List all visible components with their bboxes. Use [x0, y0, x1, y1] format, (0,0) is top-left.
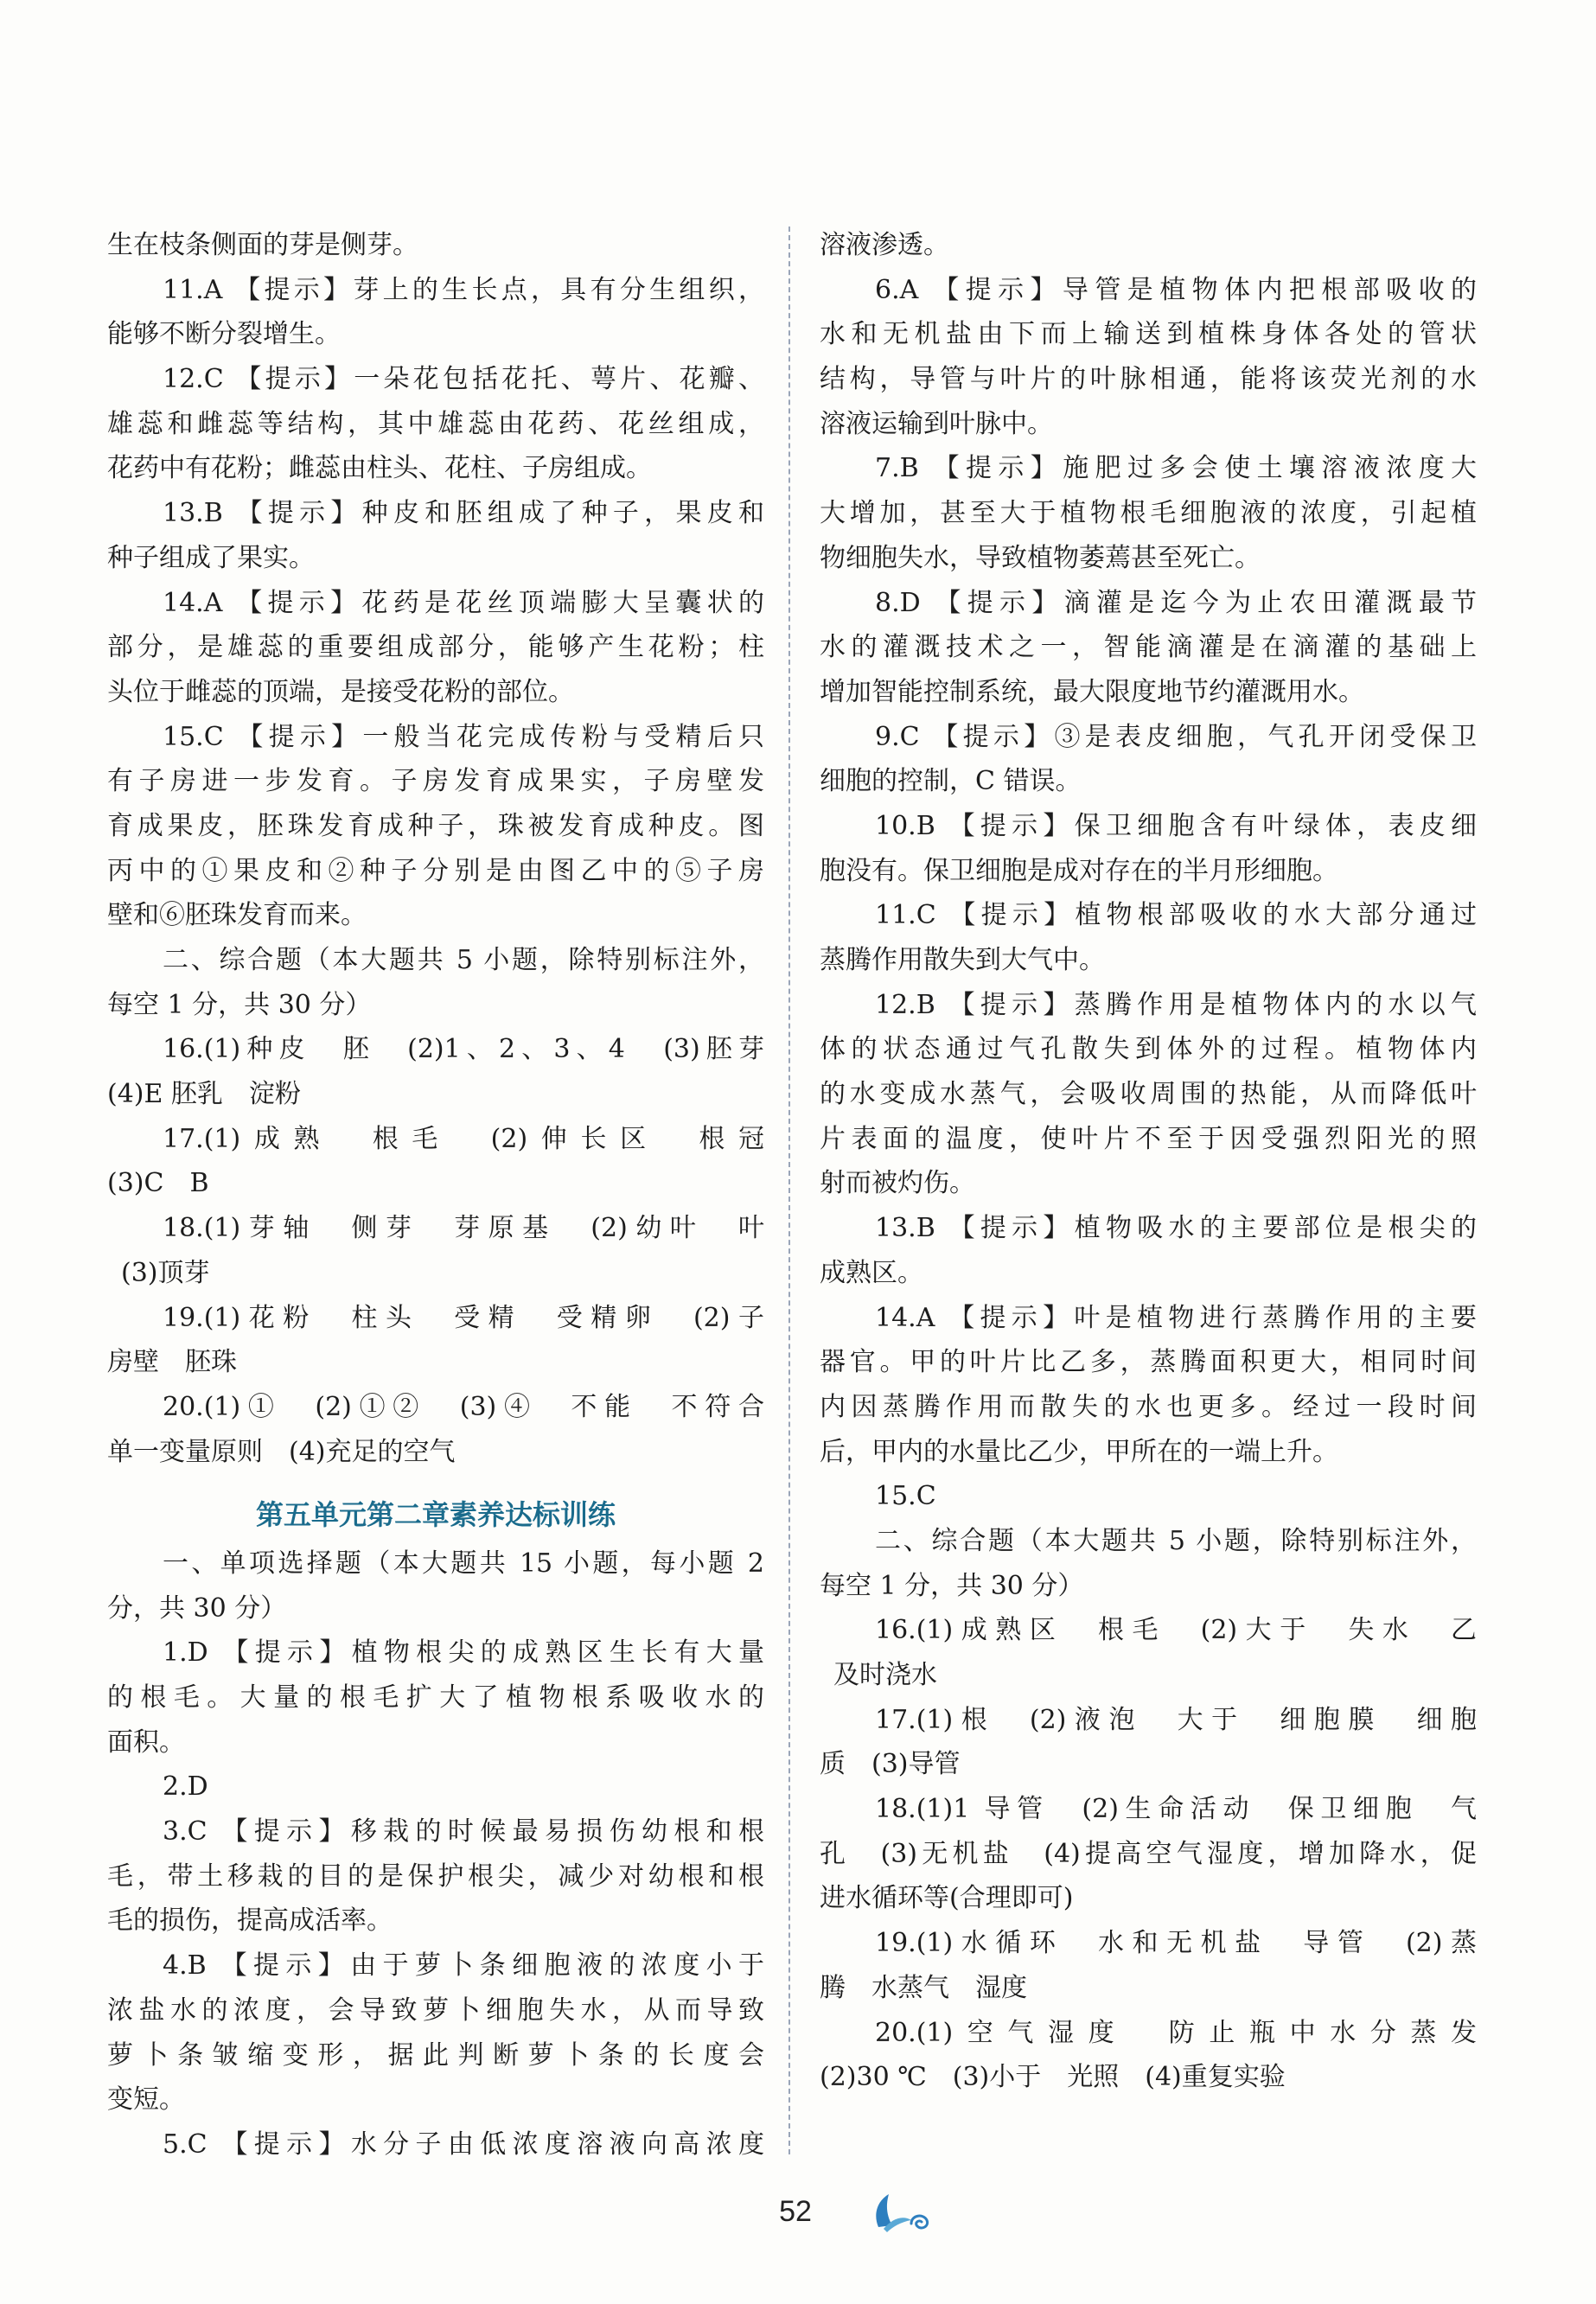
text-line: 生在枝条侧面的芽是侧芽。 — [107, 230, 418, 260]
page-footer — [0, 2186, 1596, 2237]
text-line: 17.(1)成熟 根毛 (2)伸长区 根冠 — [163, 1123, 764, 1154]
text-line: 11.A 【提示】芽上的生长点，具有分生组织， — [163, 274, 764, 305]
text-line: 13.B 【提示】种皮和胚组成了种子，果皮和 — [163, 498, 764, 529]
text-line: 成熟区。 — [820, 1257, 923, 1288]
text-line: 内因蒸腾作用而散失的水也更多。经过一段时间 — [820, 1391, 1477, 1422]
text-line: 20.(1)① (2)①② (3)④ 不能 不符合 — [163, 1391, 764, 1422]
text-line: 14.A 【提示】叶是植物进行蒸腾作用的主要 — [875, 1302, 1477, 1333]
text-line: 水的灌溉技术之一，智能滴灌是在滴灌的基础上 — [820, 632, 1477, 663]
text-line: 2.D — [163, 1771, 208, 1803]
text-line: 12.C 【提示】一朵花包括花托、萼片、花瓣、 — [163, 364, 764, 395]
text-line: 房壁 胚珠 — [107, 1347, 237, 1378]
text-line: 萝卜条皱缩变形，据此判断萝卜条的长度会 — [107, 2039, 764, 2071]
text-line: 4.B 【提示】由于萝卜条细胞液的浓度小于 — [163, 1950, 764, 1982]
text-line: 18.(1)1 导管 (2)生命活动 保卫细胞 气 — [875, 1794, 1477, 1825]
text-line: 蒸腾作用散失到大气中。 — [820, 945, 1105, 975]
text-line: 头位于雌蕊的顶端，是接受花粉的部位。 — [107, 676, 574, 707]
text-line: (3)顶芽 — [121, 1257, 210, 1288]
left-column — [107, 223, 764, 2167]
text-line: (4)E 胚乳 淀粉 — [107, 1079, 301, 1110]
text-line: 的水变成水蒸气，会吸收周围的热能，从而降低叶 — [820, 1079, 1477, 1110]
text-line: 体的状态通过气孔散失到体外的过程。植物体内 — [820, 1034, 1477, 1065]
text-line: 每空 1 分，共 30 分） — [820, 1570, 1084, 1601]
text-line: 大增加，甚至大于植物根毛细胞液的浓度，引起植 — [820, 498, 1477, 529]
text-line: 育成果皮，胚珠发育成种子，珠被发育成种皮。图 — [107, 810, 764, 841]
text-line: 雄蕊和雌蕊等结构，其中雄蕊由花药、花丝组成， — [107, 408, 764, 439]
text-line: 部分，是雄蕊的重要组成部分，能够产生花粉；柱 — [107, 632, 764, 663]
text-line: 二、综合题（本大题共 5 小题，除特别标注外， — [875, 1525, 1477, 1556]
text-line: 分，共 30 分） — [107, 1592, 287, 1624]
text-line: 13.B 【提示】植物吸水的主要部位是根尖的 — [875, 1213, 1477, 1244]
text-line: 5.C 【提示】水分子由低浓度溶液向高浓度 — [163, 2128, 764, 2160]
text-line: 11.C 【提示】植物根部吸收的水大部分通过 — [875, 900, 1477, 931]
text-line: 一、单项选择题（本大题共 15 小题，每小题 2 — [163, 1548, 764, 1579]
text-line: 12.B 【提示】蒸腾作用是植物体内的水以气 — [875, 989, 1477, 1020]
text-line: 单一变量原则 (4)充足的空气 — [107, 1436, 456, 1467]
text-line: 1.D 【提示】植物根尖的成熟区生长有大量 — [163, 1637, 764, 1669]
text-line: 8.D 【提示】滴灌是迄今为止农田灌溉最节 — [875, 587, 1477, 618]
text-line: 每空 1 分，共 30 分） — [107, 989, 372, 1020]
text-line: 19.(1)水循环 水和无机盐 导管 (2)蒸 — [875, 1928, 1477, 1959]
text-line: 片表面的温度，使叶片不至于因受强烈阳光的照 — [820, 1123, 1477, 1154]
page-number: 52 — [779, 2195, 812, 2228]
text-line: 毛，带土移栽的目的是保护根尖，减少对幼根和根 — [107, 1860, 764, 1892]
text-line: 细胞的控制，C 错误。 — [820, 766, 1082, 797]
text-line: 17.(1)根 (2)液泡 大于 细胞膜 细胞 — [875, 1704, 1477, 1735]
text-line: 胞没有。保卫细胞是成对存在的半月形细胞。 — [820, 855, 1338, 886]
text-line: 15.C — [875, 1481, 936, 1512]
text-line: (2)30 ℃ (3)小于 光照 (4)重复实验 — [820, 2062, 1286, 2093]
text-line: 14.A 【提示】花药是花丝顶端膨大呈囊状的 — [163, 587, 764, 618]
text-line: 7.B 【提示】施肥过多会使土壤溶液浓度大 — [875, 453, 1477, 484]
text-line: 有子房进一步发育。子房发育成果实，子房壁发 — [107, 766, 764, 797]
text-line: 物细胞失水，导致植物萎蔫甚至死亡。 — [820, 542, 1261, 573]
text-line: 质 (3)导管 — [820, 1749, 961, 1780]
text-line: 能够不断分裂增生。 — [107, 319, 341, 350]
text-line: 18.(1)芽轴 侧芽 芽原基 (2)幼叶 叶 — [163, 1213, 764, 1244]
text-line: 16.(1)成熟区 根毛 (2)大于 失水 乙 — [875, 1615, 1477, 1646]
text-line: 9.C 【提示】③是表皮细胞，气孔开闭受保卫 — [875, 721, 1477, 752]
section-heading: 第五单元第二章素养达标训练 — [255, 1498, 616, 1532]
text-line: 面积。 — [107, 1726, 185, 1758]
text-line: 溶液渗透。 — [820, 230, 949, 260]
text-line: 水和无机盐由下而上输送到植株身体各处的管状 — [820, 319, 1477, 350]
column-divider — [788, 227, 790, 2154]
text-line: 15.C 【提示】一般当花完成传粉与受精后只 — [163, 721, 764, 752]
text-line: 3.C 【提示】移栽的时候最易损伤幼根和根 — [163, 1816, 764, 1848]
text-line: 后，甲内的水量比乙少，甲所在的一端上升。 — [820, 1436, 1338, 1467]
text-line: 花药中有花粉；雌蕊由柱头、花柱、子房组成。 — [107, 453, 652, 484]
text-line: 溶液运输到叶脉中。 — [820, 408, 1053, 439]
text-line: 进水循环等(合理即可) — [820, 1883, 1074, 1914]
text-line: 壁和⑥胚珠发育而来。 — [107, 900, 367, 931]
text-line: (3)C B — [107, 1168, 209, 1199]
text-line: 孔 (3)无机盐 (4)提高空气湿度，增加降水，促 — [820, 1838, 1477, 1869]
text-line: 20.(1)空气湿度 防止瓶中水分蒸发 — [875, 2017, 1477, 2048]
text-line: 的根毛。大量的根毛扩大了植物根系吸收水的 — [107, 1682, 764, 1713]
text-line: 19.(1)花粉 柱头 受精 受精卵 (2)子 — [163, 1302, 764, 1333]
text-line: 毛的损伤，提高成活率。 — [107, 1905, 393, 1937]
text-line: 结构，导管与叶片的叶脉相通，能将该荧光剂的水 — [820, 364, 1477, 395]
text-line: 腾 水蒸气 湿度 — [820, 1972, 1027, 2003]
leaf-swirl-logo-icon — [866, 2189, 944, 2236]
text-line: 器官。甲的叶片比乙多，蒸腾面积更大，相同时间 — [820, 1347, 1477, 1378]
text-line: 种子组成了果实。 — [107, 542, 315, 573]
right-column — [820, 223, 1477, 2100]
text-line: 16.(1)种皮 胚 (2)1、2、3、4 (3)胚芽 — [163, 1034, 764, 1065]
text-line: 射而被灼伤。 — [820, 1168, 975, 1199]
text-line: 6.A 【提示】导管是植物体内把根部吸收的 — [875, 274, 1477, 305]
text-line: 增加智能控制系统，最大限度地节约灌溉用水。 — [820, 676, 1364, 707]
text-line: 二、综合题（本大题共 5 小题，除特别标注外， — [163, 945, 764, 975]
text-line: 丙中的①果皮和②种子分别是由图乙中的⑤子房 — [107, 855, 764, 886]
text-line: 及时浇水 — [833, 1660, 937, 1690]
text-line: 变短。 — [107, 2084, 185, 2116]
text-line: 浓盐水的浓度，会导致萝卜细胞失水，从而导致 — [107, 1994, 764, 2026]
text-line: 10.B 【提示】保卫细胞含有叶绿体，表皮细 — [875, 810, 1477, 841]
